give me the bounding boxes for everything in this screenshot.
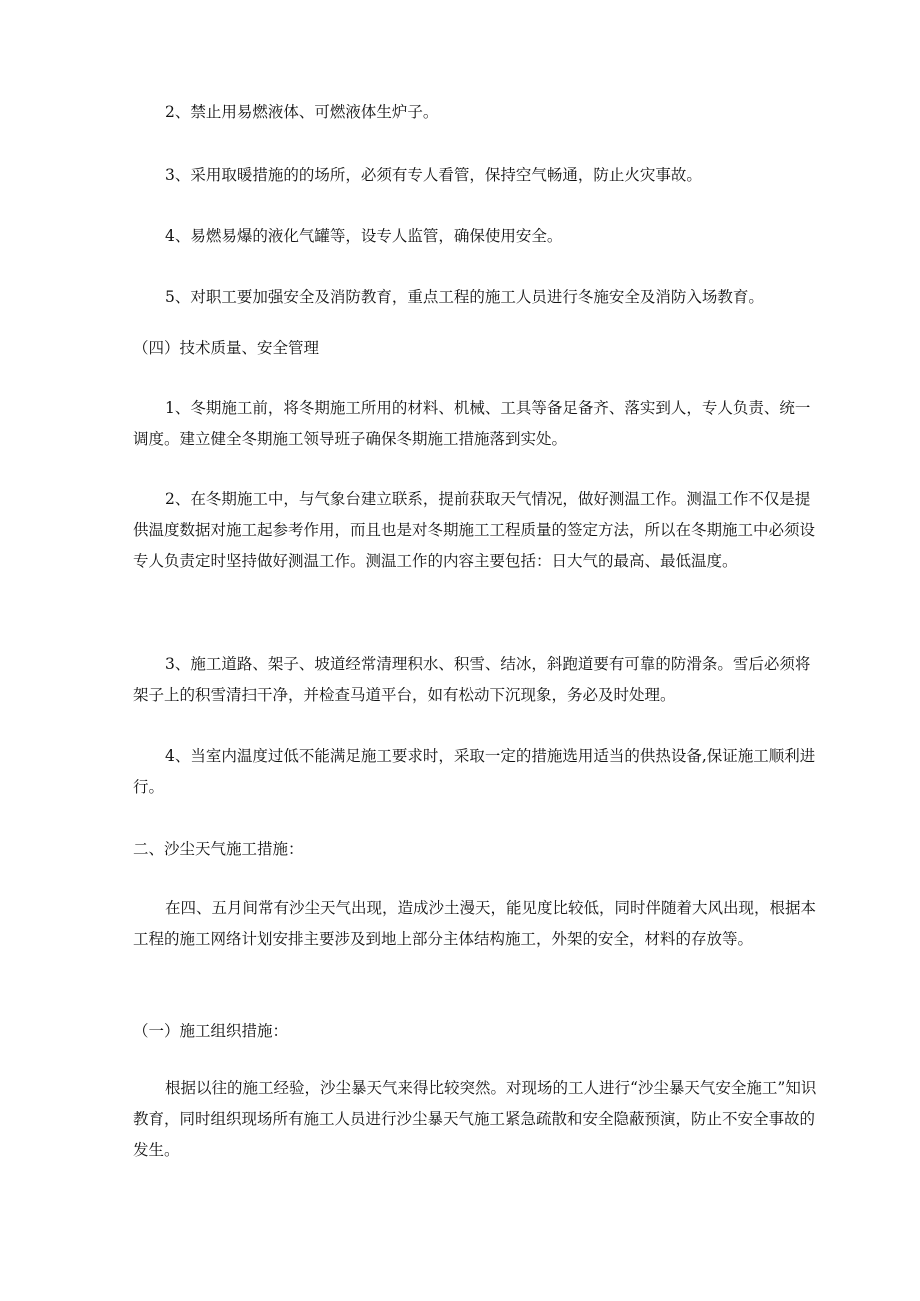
paragraph-mgmt-4: 4、当室内温度过低不能满足施工要求时，采取一定的措施选用适当的供热设备,保证施工顺利进行。 (133, 747, 816, 796)
paragraph-item-4: 4、易燃易爆的液化气罐等，设专人监管，确保使用安全。 (165, 227, 563, 245)
paragraph-item-5: 5、对职工要加强安全及消防教育，重点工程的施工人员进行冬施安全及消防入场教育。 (165, 288, 764, 306)
section-heading-4: （四）技术质量、安全管理 (133, 339, 320, 357)
paragraph-sandstorm-intro: 在四、五月间常有沙尘天气出现，造成沙土漫天，能见度比较低，同时伴随着大风出现，根据本工程的施工网络计划安排主要涉及到地上部分主体结构施工，外架的安全，材料的存放等。 (133, 899, 817, 948)
subsection-heading-organization: （一）施工组织措施： (133, 1022, 289, 1040)
paragraph-mgmt-1: 1、冬期施工前，将冬期施工所用的材料、机械、工具等备足备齐、落实到人，专人负责、统一调度。建立健全冬期施工领导班子确保冬期施工措施落到实处。 (133, 399, 811, 448)
paragraph-mgmt-2: 2、在冬期施工中，与气象台建立联系，提前获取天气情况，做好测温工作。测温工作不仅是提供温度数据对施工起参考作用，而且也是对冬期施工工程质量的签定方法，所以在冬期施工中必须设专人负责定时坚持做好测温工作。测温工作的内容主要包括：日大气的最高、最低温度。 (133, 490, 816, 570)
paragraph-item-3: 3、采用取暖措施的的场所，必须有专人看管，保持空气畅通，防止火灾事故。 (165, 166, 702, 184)
paragraph-mgmt-3: 3、施工道路、架子、坡道经常清理积水、积雪、结冰，斜跑道要有可靠的防滑条。雪后必须将架子上的积雪清扫干净，并检查马道平台，如有松动下沉现象，务必及时处理。 (133, 655, 811, 704)
paragraph-organization: 根据以往的施工经验，沙尘暴天气来得比较突然。对现场的工人进行“沙尘暴天气安全施工”知识教育，同时组织现场所有施工人员进行沙尘暴天气施工紧急疏散和安全隐蔽预演，防止不安全事故的发生。 (133, 1079, 817, 1159)
section-heading-sandstorm: 二、沙尘天气施工措施： (133, 840, 304, 858)
paragraph-item-2: 2、禁止用易燃液体、可燃液体生炉子。 (165, 103, 439, 121)
